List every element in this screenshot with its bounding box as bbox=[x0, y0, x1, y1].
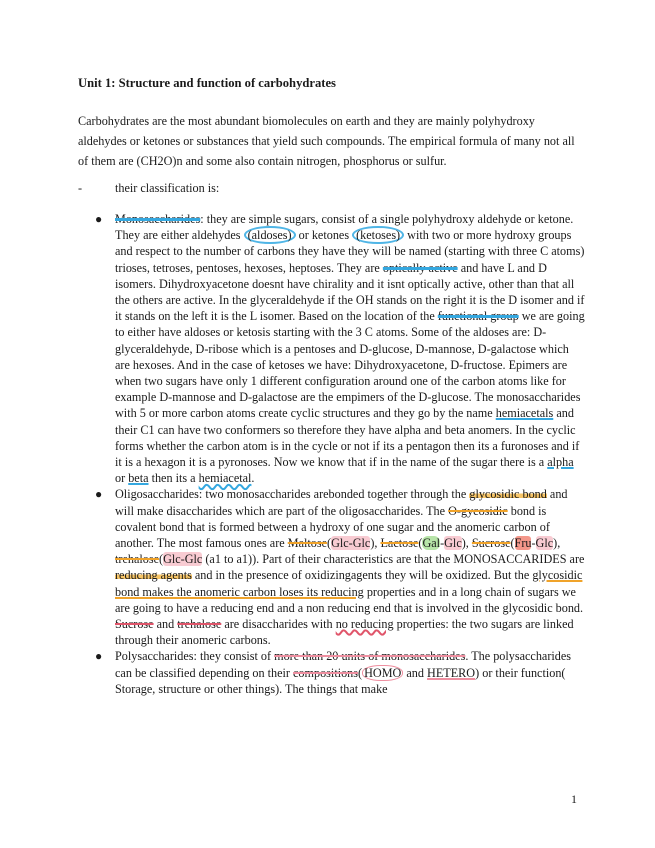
text-run: Oligosaccharides: two monosaccharides arebonded together through the bbox=[115, 487, 470, 502]
text-run: - bbox=[531, 536, 536, 551]
text-run: ( bbox=[510, 536, 515, 551]
text-run: and their C1 can have two conformers so therefore they have alpha and beta anomers. In the cyclic forms whether the carbon atom is in the cycle or not if its a pentagon then its a furonoses and if it is a hexagon it is a pyronoses. Now we know that if in the name of the sugar there is a bbox=[115, 406, 580, 470]
text-run: properties: the two sugars are linked through their anomeric carbons. bbox=[115, 617, 574, 648]
underline-beta: beta bbox=[128, 471, 149, 486]
page-number: 1 bbox=[571, 792, 577, 806]
highlight-lactose: Lactose bbox=[380, 536, 419, 551]
strike-sucrose: Sucrose bbox=[115, 617, 154, 632]
text-run: ( bbox=[418, 536, 423, 551]
circled-ketoses: (ketoses) bbox=[352, 226, 404, 244]
highlight-compositions: compositions bbox=[293, 665, 359, 680]
text-run: and will make disaccharides which are part of the oligosaccharides. The bbox=[115, 487, 568, 518]
highlight-glc-glc: Glc-Glc bbox=[331, 536, 371, 551]
text-run: - bbox=[440, 536, 445, 551]
underline-hemiacetal: hemiacetal bbox=[198, 471, 252, 486]
text-run: bond is covalent bond that is formed between a hydroxy of one sugar and the anomeric carbon of another. The most famous ones are bbox=[115, 503, 550, 551]
text-run: Polysaccharides: they consist of bbox=[115, 649, 275, 664]
text-run: we are going to either have aldoses or ketosis starting with the 3 C atoms. Some of the aldoses are: D-glyceraldehyde, D-ribose which is a pentoses and D-glucose, D-mannose, D-galactose which are hexoses. And in the case of ketoses we have: Dihydroxyacetone, D-fructose. Epimers are when two sugars have only 1 different configuration around one of the carbon atoms like for example D-mannose and D-galactose are the empimers of the D-glucose. The monosaccharides with 5 or more carbon atoms create cyclic structures and they go by the name bbox=[115, 309, 585, 421]
list-item-monosaccharides bbox=[95, 211, 585, 486]
text-run: ( bbox=[358, 665, 363, 680]
text-run: and in the presence of oxidizingagents they will be oxidized. But the bbox=[191, 568, 533, 583]
highlight-glc: Glc bbox=[535, 536, 554, 551]
highlight-fru: Fru bbox=[514, 536, 532, 551]
text-run: ( bbox=[159, 552, 164, 567]
text-run: ), bbox=[461, 536, 469, 551]
dash-marker: - bbox=[78, 181, 83, 195]
highlight-sucrose: Sucrose bbox=[471, 536, 511, 551]
text-run: ( bbox=[327, 536, 332, 551]
bullet-icon: ● bbox=[95, 487, 103, 502]
highlight-reducing-agents: reducing agents bbox=[115, 568, 192, 583]
text-run: ), bbox=[370, 536, 381, 551]
text-run: or ketones bbox=[295, 228, 353, 243]
strike-trehalose: trehalose bbox=[177, 617, 222, 632]
text-run: . The polysaccharides can be classified depending on their bbox=[115, 649, 572, 680]
classification-text: their classification is: bbox=[115, 181, 220, 195]
underline-hemiacetals: hemiacetals bbox=[495, 406, 554, 421]
highlight-glc-glc: Glc-Glc bbox=[163, 552, 203, 567]
classification-list bbox=[95, 211, 585, 697]
text-run: and bbox=[153, 617, 178, 632]
text-run: . bbox=[251, 471, 255, 486]
highlight-monosaccharides: Monosaccharides bbox=[115, 212, 201, 226]
highlight-functional-group: functional group bbox=[437, 309, 519, 324]
highlight-trehalose: trehalose bbox=[115, 552, 159, 567]
text-run: with two or more hydroxy groups and respect to the number of carbons they have they will be named (starting with three C atoms) trioses, tetroses, pentoses, hexoses, heptoses. They are bbox=[115, 228, 585, 275]
text-run: are disaccharides with bbox=[221, 617, 336, 632]
circled-aldoses: (aldoses) bbox=[244, 226, 296, 244]
underline-hetero: HETERO bbox=[427, 665, 476, 680]
text-run: ) or their function( Storage, structure or other things). The things that make bbox=[115, 665, 566, 696]
highlight-o-glycosidic: O-gycosidic bbox=[448, 503, 508, 518]
list-item-polysaccharides bbox=[95, 648, 585, 697]
intro-paragraph: Carbohydrates are the most abundant biomolecules on earth and they are mainly polyhydroxy aldehydes or ketones or substances that yield such compounds. The empirical formula of many not all of them are (CH2O)n and some also contain nitrogen, phosphorus or sulfur. bbox=[78, 114, 575, 168]
text-run: or bbox=[115, 471, 129, 486]
document-title: Unit 1: Structure and function of carbohydrates bbox=[78, 76, 336, 90]
text-run: (a1 to a1)). Part of their characteristics are that the MONOSACCARIDES are bbox=[202, 552, 585, 567]
highlight-gal: Gal bbox=[422, 536, 441, 551]
underline-alpha: alpha bbox=[547, 455, 574, 470]
text-run: then its a bbox=[148, 471, 199, 486]
list-item-oligosaccharides bbox=[95, 486, 585, 648]
highlight-maltose: Maltose bbox=[287, 536, 327, 551]
text-run: properties and in a long chain of sugars we are going to have a reducing end and a non reducing end that is involved in the glycosidic bond. bbox=[115, 584, 584, 615]
underline-no-reducing: no reducing bbox=[335, 617, 394, 632]
highlight-glycosidic-bond: glycosidic bond bbox=[469, 487, 547, 502]
highlight-optically-active: optically active bbox=[382, 260, 458, 275]
highlight-more-than-20: more than 20 units of monosaccharides bbox=[274, 649, 466, 664]
bullet-icon: ● bbox=[95, 212, 103, 226]
text-run: and bbox=[403, 665, 428, 680]
highlight-glc: Glc bbox=[444, 536, 462, 551]
text-run: : they are simple sugars, consist of a single polyhydroxy aldehyde or ketone. They are either aldehydes bbox=[115, 212, 574, 243]
circled-homo: HOMO bbox=[364, 665, 402, 680]
text-run: ), bbox=[553, 536, 561, 551]
bullet-icon: ● bbox=[95, 649, 103, 664]
text-run: and have L and D isomers. Dihydroxyacetone doesnt have chirality and it isnt optically active, other than that all the others are active. In the glyceraldehyde if the OH stands on the right it is the D isomer and if it stands on the left it is the L isomer. Based on the location of the bbox=[115, 260, 585, 324]
underline-glycosidic-sentence: glycosidic bond makes the anomeric carbon loses its reducing bbox=[115, 568, 583, 599]
